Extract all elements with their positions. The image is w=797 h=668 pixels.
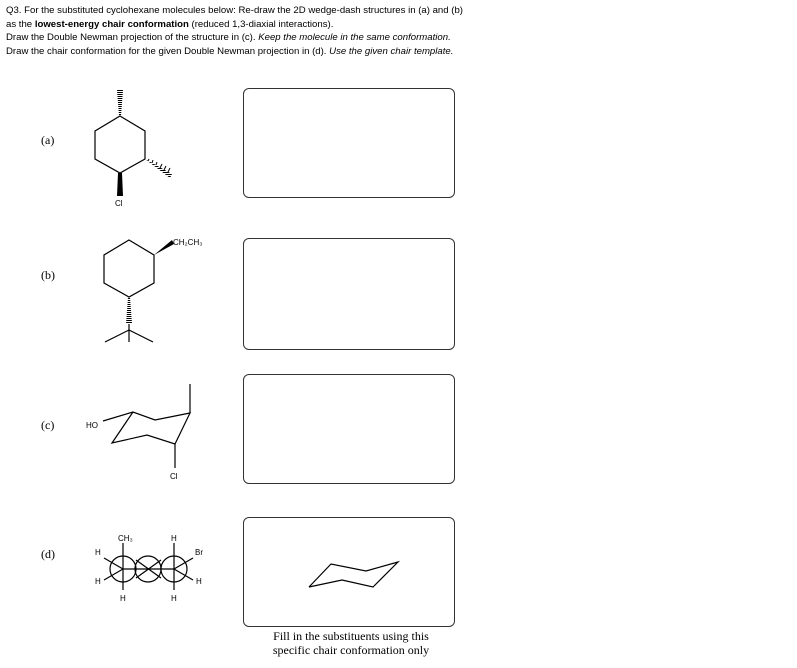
label-h-right-bottom: H: [171, 594, 177, 603]
substituent-ethyl-b: CH₂CH₃: [173, 238, 203, 247]
cyclohexane-ring-b: [104, 240, 154, 297]
label-a: (a): [41, 133, 55, 147]
hashed-bond-methyl-a: [117, 90, 123, 116]
molecule-c: [86, 384, 190, 481]
label-h-left-lower: H: [95, 577, 101, 586]
hashed-wedge-lines-a2: [148, 159, 170, 172]
label-b: (b): [41, 268, 55, 282]
wedge-bond-ethyl-b: [154, 240, 174, 255]
chair-ring-c: [103, 412, 190, 444]
label-h-right-top: H: [171, 534, 177, 543]
label-h-left-top: H: [95, 548, 101, 557]
substituent-cl-a: Cl: [115, 199, 123, 208]
label-methyl-d: CH₃: [118, 534, 133, 543]
tbutyl-bond-left-b: [105, 330, 129, 342]
question-emphasis-italic-2: Use the given chair template.: [329, 45, 454, 57]
cyclohexane-ring-a: [95, 116, 145, 173]
hashed-bond-methyl-a2: [145, 159, 172, 178]
molecule-d: [95, 534, 203, 603]
question-line-2: as the lowest-energy chair conformation (reduced 1,3-diaxial interactions).: [6, 18, 334, 30]
caption-line-1: Fill in the substituents using this: [273, 629, 429, 643]
question-line-4: Draw the chair conformation for the given Double Newman projection in (d). Use the given chair template.: [6, 45, 454, 57]
question-emphasis-bold: lowest-energy chair conformation: [34, 18, 189, 30]
tbutyl-bond-right-b: [129, 330, 153, 342]
question-line-1: Q3. For the substituted cyclohexane molecules below: Re-draw the 2D wedge-dash structures in (a) and (b): [6, 5, 463, 16]
chair-template: [309, 562, 398, 587]
hashed-bond-tbutyl-b: [126, 297, 132, 324]
label-br: Br: [195, 548, 203, 557]
label-d: (d): [41, 547, 55, 561]
molecule-b: [104, 238, 202, 342]
question-line-3: Draw the Double Newman projection of the structure in (c). Keep the molecule in the same conformation.: [6, 32, 451, 44]
label-h-left-bottom: H: [120, 594, 126, 603]
question-emphasis-italic-1: Keep the molecule in the same conformation.: [258, 32, 451, 44]
label-h-right-lower: H: [196, 577, 202, 586]
substituent-cl-c: Cl: [170, 472, 178, 481]
label-c: (c): [41, 418, 55, 432]
substituent-hydroxyl-c: HO: [86, 421, 98, 430]
molecule-a: [95, 90, 172, 208]
wedge-bond-cl-a: [117, 173, 123, 196]
caption-line-2: specific chair conformation only: [272, 643, 430, 657]
chair-template-caption: [264, 629, 438, 657]
